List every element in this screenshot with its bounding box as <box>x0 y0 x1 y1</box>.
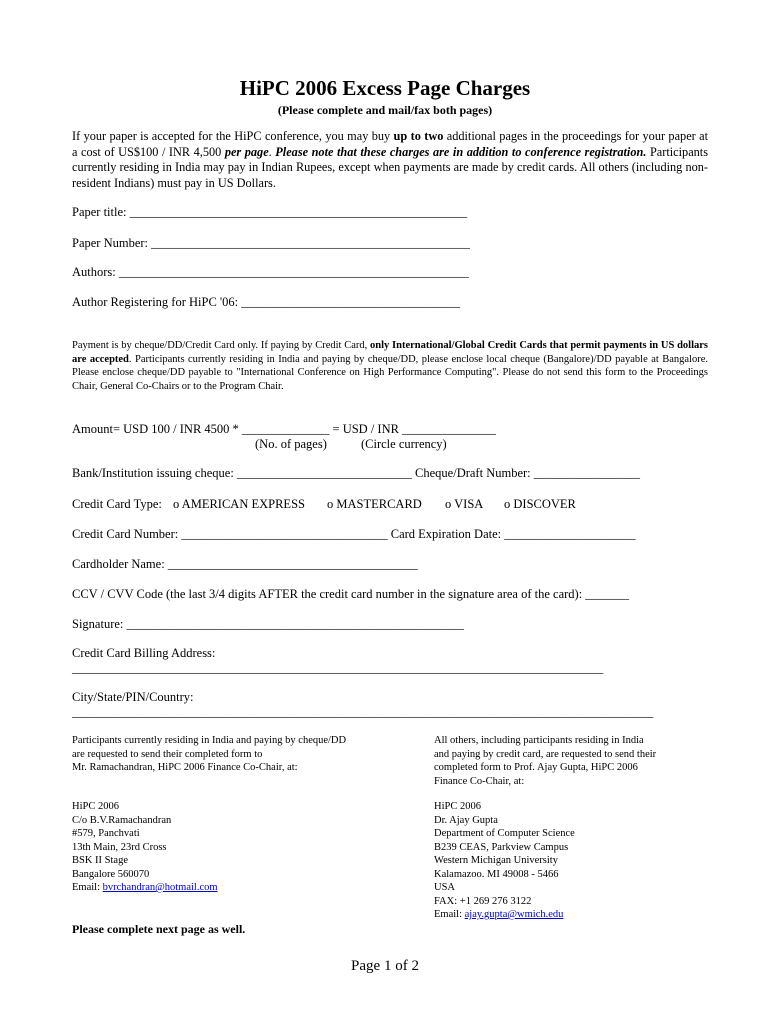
page-subtitle: (Please complete and mail/fax both pages) <box>277 103 493 117</box>
intro-text-1: If your paper is accepted for the HiPC conference, you may buy <box>72 129 394 143</box>
payment-paragraph <box>72 339 708 393</box>
right-intro-line: Finance Co-Chair, at: <box>434 775 525 787</box>
bank-cheque-field[interactable]: Bank/Institution issuing cheque: ____________________________ Cheque/Draft Number: _________________ <box>72 466 641 480</box>
intro-text-3: . <box>268 144 276 159</box>
address-line: 13th Main, 23rd Cross <box>72 841 167 853</box>
address-line: Dr. Ajay Gupta <box>434 814 498 826</box>
circle-currency-note: (Circle currency) <box>361 437 447 451</box>
address-line: C/o B.V.Ramachandran <box>72 814 172 826</box>
signature-field[interactable]: Signature: ______________________________________________________ <box>72 617 465 631</box>
address-line: Department of Computer Science <box>434 828 575 839</box>
card-number-field[interactable]: Credit Card Number: _________________________________ Card Expiration Date: _____________________ <box>72 527 636 541</box>
paper-title-field[interactable]: Paper title: ______________________________________________________ <box>72 205 468 219</box>
address-line: HiPC 2006 <box>72 801 119 812</box>
payment-text-2: . Participants currently residing in India and paying by cheque/DD, please enclose local cheque (Bangalore)/DD payable at Bangalore. Please enclose cheque/DD payable to "International Conference on High Performance Computing". Please do not send this form to the Proceedings Chair, General Co-Chairs or to the Program Chair. <box>72 353 709 392</box>
page-title: HiPC 2006 Excess Page Charges <box>239 76 531 100</box>
address-line: HiPC 2006 <box>434 801 481 812</box>
cardholder-name-field[interactable]: Cardholder Name: ________________________________________ <box>72 557 418 571</box>
city-state-label: City/State/PIN/Country: <box>72 690 194 704</box>
left-email-link[interactable]: bvrchandran@hotmail.com <box>102 882 218 893</box>
card-option-discover[interactable]: o DISCOVER <box>504 497 576 511</box>
right-intro-line: and paying by credit card, are requested to send their <box>434 748 657 760</box>
email-label: Email: <box>434 909 465 920</box>
authors-field[interactable]: Authors: ________________________________________________________ <box>72 265 469 279</box>
address-line: Western Michigan University <box>434 855 558 866</box>
intro-text-2: additional pages in the proceedings for your paper at a cost of US$100 / INR 4,500 <box>72 129 708 159</box>
email-line <box>72 881 218 895</box>
amount-field[interactable]: Amount= USD 100 / INR 4500 * ______________ = USD / INR _______________ <box>72 422 496 436</box>
payment-text-1: Payment is by cheque/DD/Credit Card only. If paying by Credit Card, <box>72 340 371 351</box>
email-line <box>434 908 575 922</box>
address-line: BSK II Stage <box>72 855 128 866</box>
address-line: Kalamazoo. MI 49008 - 5466 <box>434 868 559 880</box>
ccv-field[interactable]: CCV / CVV Code (the last 3/4 digits AFTER the credit card number in the signature area of the card): _______ <box>72 587 630 601</box>
intro-bolditalic-1: per page <box>224 144 269 159</box>
paper-number-field[interactable]: Paper Number: ___________________________________________________ <box>72 236 470 250</box>
left-intro-line: are requested to send their completed form to <box>72 748 263 760</box>
no-pages-note: (No. of pages) <box>255 437 327 451</box>
intro-text-4: Participants currently residing in India may pay in Indian Rupees, except when payments are made by credit cards. All others (including non-resident Indians) must pay in US Dollars. <box>72 144 708 190</box>
author-registering-field[interactable]: Author Registering for HiPC '06: ___________________________________ <box>72 295 461 309</box>
intro-bolditalic-2: Please note that these charges are in addition to conference registration. <box>275 144 647 159</box>
email-label: Email: <box>72 882 103 893</box>
right-contact-address <box>434 800 575 922</box>
card-type-label: Credit Card Type: <box>72 497 162 511</box>
address-line: FAX: +1 269 276 3122 <box>434 895 532 907</box>
address-line: USA <box>434 882 456 893</box>
payment-bold: only International/Global Credit Cards that permit payments in US dollars are accepted <box>72 340 708 365</box>
billing-address-line[interactable]: _____________________________________________________________________________________ <box>72 661 604 675</box>
address-line: B239 CEAS, Parkview Campus <box>434 841 569 853</box>
right-intro-line: completed form to Prof. Ajay Gupta, HiPC 2006 <box>434 762 638 773</box>
right-intro-line: All others, including participants residing in India <box>434 735 644 746</box>
billing-address-label: Credit Card Billing Address: <box>72 646 216 660</box>
left-intro-line: Participants currently residing in India and paying by cheque/DD <box>72 735 347 746</box>
page-number: Page 1 of 2 <box>351 958 419 974</box>
address-line: Bangalore 560070 <box>72 868 150 880</box>
right-email-link[interactable]: ajay.gupta@wmich.edu <box>464 909 564 920</box>
intro-paragraph <box>72 129 708 191</box>
city-state-line[interactable]: _____________________________________________________________________________________________ <box>72 705 654 719</box>
card-option-mastercard[interactable]: o MASTERCARD <box>327 497 422 511</box>
card-option-visa[interactable]: o VISA <box>445 497 484 511</box>
intro-bold-1: up to two <box>393 129 444 143</box>
address-line: #579, Panchvati <box>72 828 140 839</box>
left-intro-line: Mr. Ramachandran, HiPC 2006 Finance Co-Chair, at: <box>72 762 298 773</box>
closing-note: Please complete next page as well. <box>72 922 246 936</box>
left-contact-intro <box>72 734 346 775</box>
right-contact-intro <box>434 734 656 788</box>
card-option-amex[interactable]: o AMERICAN EXPRESS <box>173 497 305 511</box>
left-contact-address <box>72 800 218 895</box>
